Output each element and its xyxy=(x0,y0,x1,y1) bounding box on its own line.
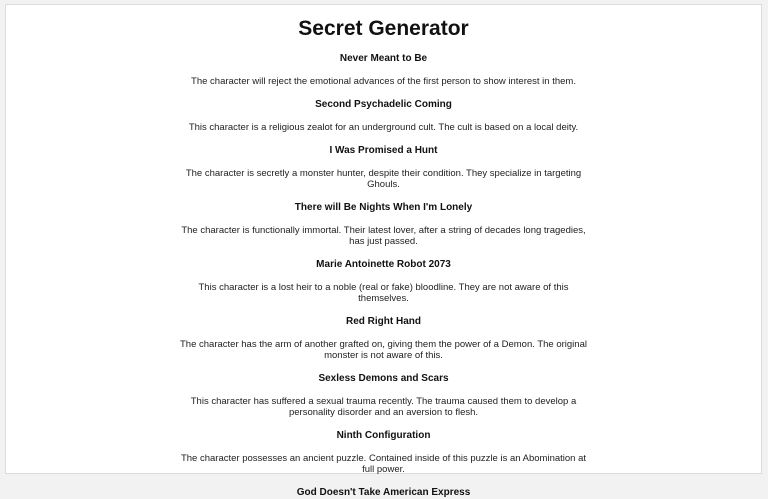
content-card xyxy=(5,4,762,498)
secret-title: I Was Promised a Hunt xyxy=(329,145,438,156)
secret-title: Second Psychadelic Coming xyxy=(315,99,452,110)
secret-description: The character is secretly a monster hunter, despite their condition. They specialize in targeting Ghouls. xyxy=(185,168,582,190)
secret-title: Red Right Hand xyxy=(346,316,421,327)
secret-description: This character is a religious zealot for an underground cult. The cult is based on a local deity. xyxy=(188,122,579,133)
secret-description: This character is a lost heir to a noble (real or fake) bloodline. They are not aware of this themselves. xyxy=(198,282,569,304)
secret-item xyxy=(179,373,589,418)
secret-title: God Doesn't Take American Express xyxy=(296,487,471,498)
secret-title: Marie Antoinette Robot 2073 xyxy=(316,259,451,270)
page-title: Secret Generator xyxy=(298,17,469,40)
secret-description: The character possesses an ancient puzzle. Contained inside of this puzzle is an Abomination at full power. xyxy=(180,453,587,475)
secret-title: There will Be Nights When I'm Lonely xyxy=(294,202,473,213)
secret-description: The character is functionally immortal. Their latest lover, after a string of decades long tragedies, has just passed. xyxy=(181,225,586,247)
secret-item xyxy=(179,202,589,247)
secret-item xyxy=(179,259,589,304)
secret-description: The character will reject the emotional advances of the first person to show interest in them. xyxy=(191,76,576,87)
secret-item xyxy=(179,430,589,475)
secret-item xyxy=(179,145,589,190)
secret-title: Never Meant to Be xyxy=(339,53,428,64)
secret-description: The character has the arm of another grafted on, giving them the power of a Demon. The original monster is not aware of this. xyxy=(180,339,587,361)
secret-title: Ninth Configuration xyxy=(336,430,431,441)
secret-description: This character has suffered a sexual trauma recently. The trauma caused them to develop a personality disorder and an aversion to flesh. xyxy=(190,396,577,418)
secret-item xyxy=(179,487,589,499)
secret-item xyxy=(179,316,589,361)
secret-list xyxy=(179,53,589,499)
secret-title: Sexless Demons and Scars xyxy=(318,373,449,384)
secret-item xyxy=(179,53,589,87)
secret-item xyxy=(179,99,589,133)
